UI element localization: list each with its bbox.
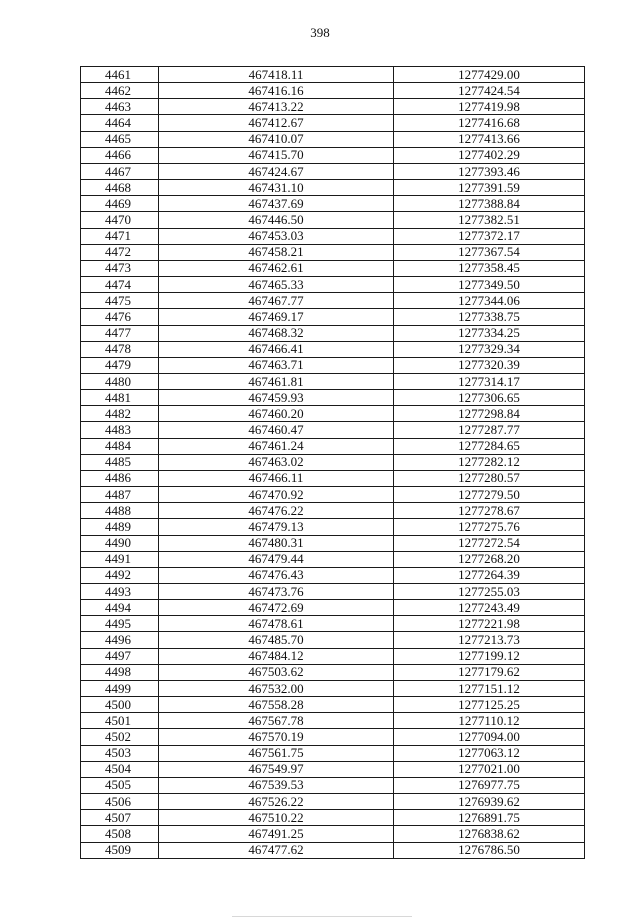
point-id-cell: 4462 xyxy=(81,83,159,99)
y-coordinate-cell: 1277278.67 xyxy=(394,503,585,519)
x-coordinate-cell: 467558.28 xyxy=(159,697,394,713)
y-coordinate-cell: 1277320.39 xyxy=(394,357,585,373)
point-id-cell: 4482 xyxy=(81,406,159,422)
y-coordinate-cell: 1277306.65 xyxy=(394,390,585,406)
point-id-cell: 4475 xyxy=(81,293,159,309)
point-id-cell: 4470 xyxy=(81,212,159,228)
table-row xyxy=(81,438,585,454)
x-coordinate-cell: 467412.67 xyxy=(159,115,394,131)
table-row xyxy=(81,373,585,389)
x-coordinate-cell: 467478.61 xyxy=(159,616,394,632)
y-coordinate-cell: 1277419.98 xyxy=(394,99,585,115)
point-id-cell: 4472 xyxy=(81,244,159,260)
x-coordinate-cell: 467465.33 xyxy=(159,277,394,293)
point-id-cell: 4464 xyxy=(81,115,159,131)
table-row xyxy=(81,390,585,406)
x-coordinate-cell: 467460.47 xyxy=(159,422,394,438)
x-coordinate-cell: 467479.13 xyxy=(159,519,394,535)
table-row xyxy=(81,616,585,632)
y-coordinate-cell: 1277110.12 xyxy=(394,713,585,729)
table-row xyxy=(81,293,585,309)
y-coordinate-cell: 1277429.00 xyxy=(394,67,585,83)
table-row xyxy=(81,454,585,470)
x-coordinate-cell: 467484.12 xyxy=(159,648,394,664)
table-row xyxy=(81,632,585,648)
x-coordinate-cell: 467467.77 xyxy=(159,293,394,309)
point-id-cell: 4497 xyxy=(81,648,159,664)
x-coordinate-cell: 467532.00 xyxy=(159,680,394,696)
table-row xyxy=(81,551,585,567)
x-coordinate-cell: 467549.97 xyxy=(159,761,394,777)
table-row xyxy=(81,244,585,260)
point-id-cell: 4503 xyxy=(81,745,159,761)
point-id-cell: 4480 xyxy=(81,373,159,389)
table-row xyxy=(81,260,585,276)
table-row xyxy=(81,115,585,131)
table-row xyxy=(81,584,585,600)
x-coordinate-cell: 467567.78 xyxy=(159,713,394,729)
x-coordinate-cell: 467461.81 xyxy=(159,373,394,389)
y-coordinate-cell: 1277298.84 xyxy=(394,406,585,422)
point-id-cell: 4498 xyxy=(81,664,159,680)
y-coordinate-cell: 1277424.54 xyxy=(394,83,585,99)
point-id-cell: 4506 xyxy=(81,794,159,810)
x-coordinate-cell: 467416.16 xyxy=(159,83,394,99)
table-row xyxy=(81,826,585,842)
y-coordinate-cell: 1277151.12 xyxy=(394,680,585,696)
table-row xyxy=(81,212,585,228)
point-id-cell: 4504 xyxy=(81,761,159,777)
table-row xyxy=(81,519,585,535)
table-row xyxy=(81,277,585,293)
y-coordinate-cell: 1277063.12 xyxy=(394,745,585,761)
table-row xyxy=(81,713,585,729)
y-coordinate-cell: 1277280.57 xyxy=(394,470,585,486)
point-id-cell: 4487 xyxy=(81,487,159,503)
table-row xyxy=(81,648,585,664)
table-row xyxy=(81,196,585,212)
y-coordinate-cell: 1277284.65 xyxy=(394,438,585,454)
point-id-cell: 4490 xyxy=(81,535,159,551)
point-id-cell: 4486 xyxy=(81,470,159,486)
point-id-cell: 4478 xyxy=(81,341,159,357)
table-row xyxy=(81,341,585,357)
x-coordinate-cell: 467477.62 xyxy=(159,842,394,858)
y-coordinate-cell: 1277221.98 xyxy=(394,616,585,632)
y-coordinate-cell: 1277264.39 xyxy=(394,567,585,583)
y-coordinate-cell: 1277179.62 xyxy=(394,664,585,680)
table-row xyxy=(81,163,585,179)
y-coordinate-cell: 1277372.17 xyxy=(394,228,585,244)
table-row xyxy=(81,147,585,163)
y-coordinate-cell: 1277125.25 xyxy=(394,697,585,713)
table-row xyxy=(81,67,585,83)
y-coordinate-cell: 1277314.17 xyxy=(394,373,585,389)
x-coordinate-cell: 467424.67 xyxy=(159,163,394,179)
y-coordinate-cell: 1277344.06 xyxy=(394,293,585,309)
table-row xyxy=(81,487,585,503)
point-id-cell: 4484 xyxy=(81,438,159,454)
x-coordinate-cell: 467473.76 xyxy=(159,584,394,600)
table-row xyxy=(81,503,585,519)
page-number: 398 xyxy=(310,25,330,40)
x-coordinate-cell: 467461.24 xyxy=(159,438,394,454)
x-coordinate-cell: 467476.43 xyxy=(159,567,394,583)
y-coordinate-cell: 1277349.50 xyxy=(394,277,585,293)
x-coordinate-cell: 467453.03 xyxy=(159,228,394,244)
point-id-cell: 4467 xyxy=(81,163,159,179)
y-coordinate-cell: 1277391.59 xyxy=(394,180,585,196)
table-row xyxy=(81,470,585,486)
x-coordinate-cell: 467415.70 xyxy=(159,147,394,163)
table-row xyxy=(81,600,585,616)
table-row xyxy=(81,357,585,373)
point-id-cell: 4505 xyxy=(81,777,159,793)
point-id-cell: 4509 xyxy=(81,842,159,858)
y-coordinate-cell: 1277243.49 xyxy=(394,600,585,616)
point-id-cell: 4493 xyxy=(81,584,159,600)
point-id-cell: 4476 xyxy=(81,309,159,325)
table-row xyxy=(81,131,585,147)
table-row xyxy=(81,406,585,422)
point-id-cell: 4494 xyxy=(81,600,159,616)
point-id-cell: 4479 xyxy=(81,357,159,373)
table-row xyxy=(81,680,585,696)
point-id-cell: 4489 xyxy=(81,519,159,535)
x-coordinate-cell: 467466.41 xyxy=(159,341,394,357)
point-id-cell: 4500 xyxy=(81,697,159,713)
x-coordinate-cell: 467469.17 xyxy=(159,309,394,325)
y-coordinate-cell: 1277382.51 xyxy=(394,212,585,228)
point-id-cell: 4483 xyxy=(81,422,159,438)
y-coordinate-cell: 1277334.25 xyxy=(394,325,585,341)
x-coordinate-cell: 467472.69 xyxy=(159,600,394,616)
point-id-cell: 4495 xyxy=(81,616,159,632)
x-coordinate-cell: 467470.92 xyxy=(159,487,394,503)
x-coordinate-cell: 467418.11 xyxy=(159,67,394,83)
y-coordinate-cell: 1277338.75 xyxy=(394,309,585,325)
y-coordinate-cell: 1276977.75 xyxy=(394,777,585,793)
x-coordinate-cell: 467480.31 xyxy=(159,535,394,551)
x-coordinate-cell: 467479.44 xyxy=(159,551,394,567)
x-coordinate-cell: 467463.02 xyxy=(159,454,394,470)
y-coordinate-cell: 1277282.12 xyxy=(394,454,585,470)
point-id-cell: 4491 xyxy=(81,551,159,567)
x-coordinate-cell: 467476.22 xyxy=(159,503,394,519)
point-id-cell: 4468 xyxy=(81,180,159,196)
point-id-cell: 4481 xyxy=(81,390,159,406)
x-coordinate-cell: 467431.10 xyxy=(159,180,394,196)
y-coordinate-cell: 1276786.50 xyxy=(394,842,585,858)
table-row xyxy=(81,83,585,99)
point-id-cell: 4496 xyxy=(81,632,159,648)
x-coordinate-cell: 467539.53 xyxy=(159,777,394,793)
table-row xyxy=(81,180,585,196)
y-coordinate-cell: 1277199.12 xyxy=(394,648,585,664)
table-row xyxy=(81,664,585,680)
y-coordinate-cell: 1277275.76 xyxy=(394,519,585,535)
table-row xyxy=(81,761,585,777)
point-id-cell: 4502 xyxy=(81,729,159,745)
table-row xyxy=(81,810,585,826)
y-coordinate-cell: 1276891.75 xyxy=(394,810,585,826)
x-coordinate-cell: 467526.22 xyxy=(159,794,394,810)
y-coordinate-cell: 1277388.84 xyxy=(394,196,585,212)
table-row xyxy=(81,228,585,244)
y-coordinate-cell: 1277213.73 xyxy=(394,632,585,648)
table-row xyxy=(81,309,585,325)
x-coordinate-cell: 467413.22 xyxy=(159,99,394,115)
coordinate-table-body xyxy=(81,67,585,859)
point-id-cell: 4499 xyxy=(81,680,159,696)
x-coordinate-cell: 467466.11 xyxy=(159,470,394,486)
table-row xyxy=(81,842,585,858)
point-id-cell: 4466 xyxy=(81,147,159,163)
x-coordinate-cell: 467462.61 xyxy=(159,260,394,276)
x-coordinate-cell: 467468.32 xyxy=(159,325,394,341)
x-coordinate-cell: 467458.21 xyxy=(159,244,394,260)
point-id-cell: 4508 xyxy=(81,826,159,842)
table-row xyxy=(81,422,585,438)
coordinate-table xyxy=(80,66,585,859)
x-coordinate-cell: 467460.20 xyxy=(159,406,394,422)
bottom-divider xyxy=(232,916,412,917)
point-id-cell: 4463 xyxy=(81,99,159,115)
y-coordinate-cell: 1277021.00 xyxy=(394,761,585,777)
point-id-cell: 4465 xyxy=(81,131,159,147)
y-coordinate-cell: 1277416.68 xyxy=(394,115,585,131)
point-id-cell: 4492 xyxy=(81,567,159,583)
y-coordinate-cell: 1277393.46 xyxy=(394,163,585,179)
y-coordinate-cell: 1277272.54 xyxy=(394,535,585,551)
y-coordinate-cell: 1277094.00 xyxy=(394,729,585,745)
point-id-cell: 4471 xyxy=(81,228,159,244)
y-coordinate-cell: 1276838.62 xyxy=(394,826,585,842)
y-coordinate-cell: 1277358.45 xyxy=(394,260,585,276)
table-row xyxy=(81,535,585,551)
x-coordinate-cell: 467503.62 xyxy=(159,664,394,680)
x-coordinate-cell: 467485.70 xyxy=(159,632,394,648)
point-id-cell: 4507 xyxy=(81,810,159,826)
table-row xyxy=(81,697,585,713)
y-coordinate-cell: 1277367.54 xyxy=(394,244,585,260)
table-row xyxy=(81,325,585,341)
x-coordinate-cell: 467446.50 xyxy=(159,212,394,228)
y-coordinate-cell: 1277268.20 xyxy=(394,551,585,567)
y-coordinate-cell: 1277413.66 xyxy=(394,131,585,147)
table-row xyxy=(81,567,585,583)
y-coordinate-cell: 1277329.34 xyxy=(394,341,585,357)
table-row xyxy=(81,99,585,115)
point-id-cell: 4485 xyxy=(81,454,159,470)
x-coordinate-cell: 467570.19 xyxy=(159,729,394,745)
y-coordinate-cell: 1277287.77 xyxy=(394,422,585,438)
point-id-cell: 4474 xyxy=(81,277,159,293)
point-id-cell: 4501 xyxy=(81,713,159,729)
x-coordinate-cell: 467463.71 xyxy=(159,357,394,373)
point-id-cell: 4461 xyxy=(81,67,159,83)
point-id-cell: 4469 xyxy=(81,196,159,212)
x-coordinate-cell: 467491.25 xyxy=(159,826,394,842)
y-coordinate-cell: 1277255.03 xyxy=(394,584,585,600)
y-coordinate-cell: 1277279.50 xyxy=(394,487,585,503)
x-coordinate-cell: 467437.69 xyxy=(159,196,394,212)
x-coordinate-cell: 467459.93 xyxy=(159,390,394,406)
point-id-cell: 4477 xyxy=(81,325,159,341)
y-coordinate-cell: 1276939.62 xyxy=(394,794,585,810)
x-coordinate-cell: 467510.22 xyxy=(159,810,394,826)
table-row xyxy=(81,745,585,761)
point-id-cell: 4473 xyxy=(81,260,159,276)
table-row xyxy=(81,729,585,745)
x-coordinate-cell: 467561.75 xyxy=(159,745,394,761)
table-row xyxy=(81,794,585,810)
x-coordinate-cell: 467410.07 xyxy=(159,131,394,147)
y-coordinate-cell: 1277402.29 xyxy=(394,147,585,163)
point-id-cell: 4488 xyxy=(81,503,159,519)
table-row xyxy=(81,777,585,793)
